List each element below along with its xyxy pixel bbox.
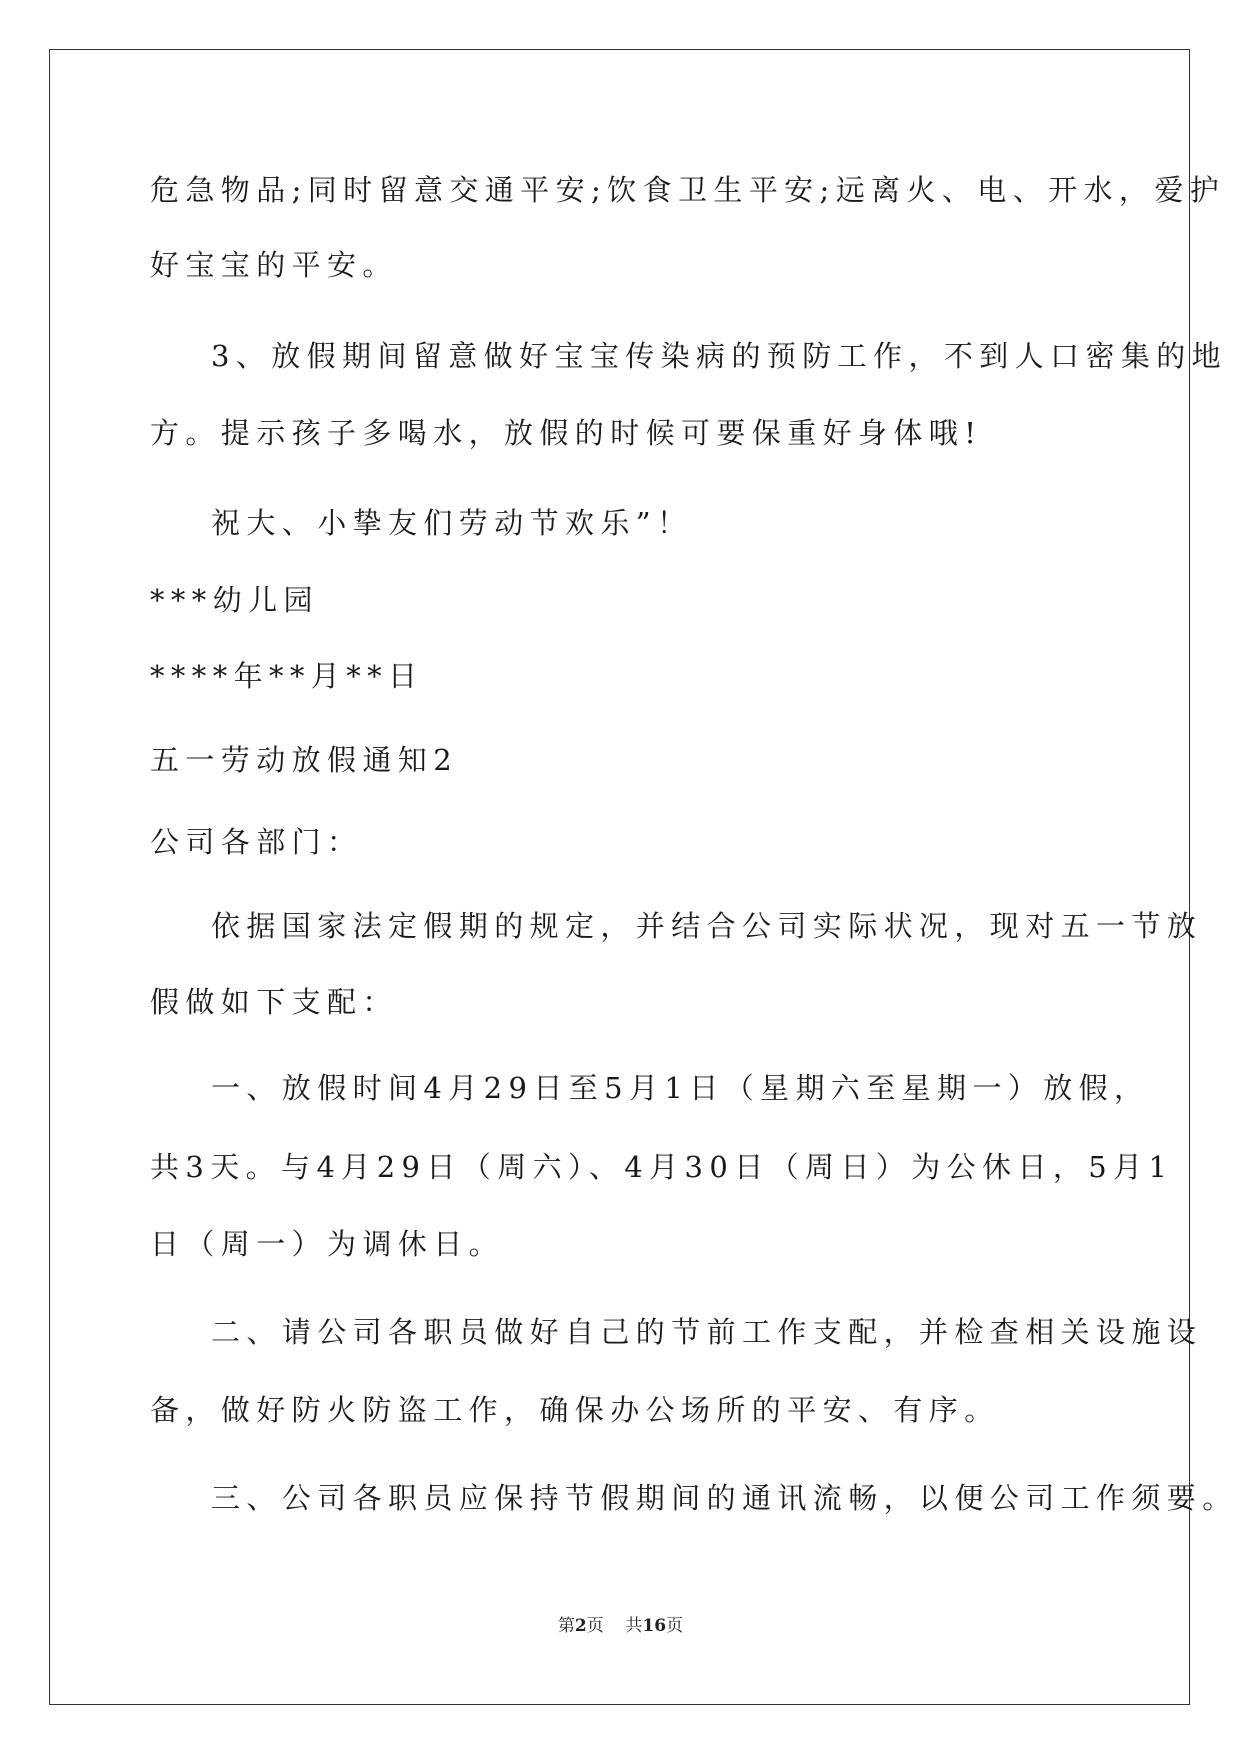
signature-date: ****年**月**日: [150, 659, 424, 693]
body-line-14: 日（周一）为调休日。: [150, 1227, 505, 1261]
body-line-17: 三、公司各职员应保持节假期间的通讯流畅，以便公司工作须要。: [211, 1481, 1238, 1515]
body-line-16: 备，做好防火防盗工作，确保办公场所的平安、有序。: [150, 1393, 1000, 1427]
body-line-4: 方。提示孩子多喝水，放假的时候可要保重好身体哦!: [150, 416, 983, 450]
salutation: 公司各部门：: [150, 825, 363, 859]
page-prefix: 第: [557, 1616, 575, 1636]
page-border: [49, 49, 1190, 1705]
page-suffix: 页: [586, 1616, 604, 1636]
body-line-1: 危急物品;同时留意交通平安;饮食卫生平安;远离火、电、开水，爱护: [150, 173, 1226, 207]
body-line-12: 一、放假时间4月29日至5月1日（星期六至星期一）放假，: [211, 1071, 1150, 1105]
body-line-5: 祝大、小挚友们劳动节欢乐”！: [211, 506, 693, 540]
page-footer: [0, 1615, 1241, 1637]
total-pages: 16: [642, 1616, 667, 1636]
body-line-10: 依据国家法定假期的规定，并结合公司实际状况，现对五一节放: [211, 909, 1203, 943]
body-line-3: 3、放假期间留意做好宝宝传染病的预防工作，不到人口密集的地: [211, 339, 1228, 373]
body-line-11: 假做如下支配：: [150, 985, 398, 1019]
page-number: 2: [574, 1616, 587, 1636]
total-prefix: 共: [625, 1616, 643, 1636]
section-title: 五一劳动放假通知2: [150, 743, 459, 777]
signature-kindergarten: ***幼儿园: [150, 583, 319, 617]
total-suffix: 页: [666, 1616, 684, 1636]
body-line-13: 共3天。与4月29日（周六）、4月30日（周日）为公休日，5月1: [150, 1150, 1174, 1184]
body-line-2: 好宝宝的平安。: [150, 248, 398, 282]
body-line-15: 二、请公司各职员做好自己的节前工作支配，并检查相关设施设: [211, 1315, 1203, 1349]
